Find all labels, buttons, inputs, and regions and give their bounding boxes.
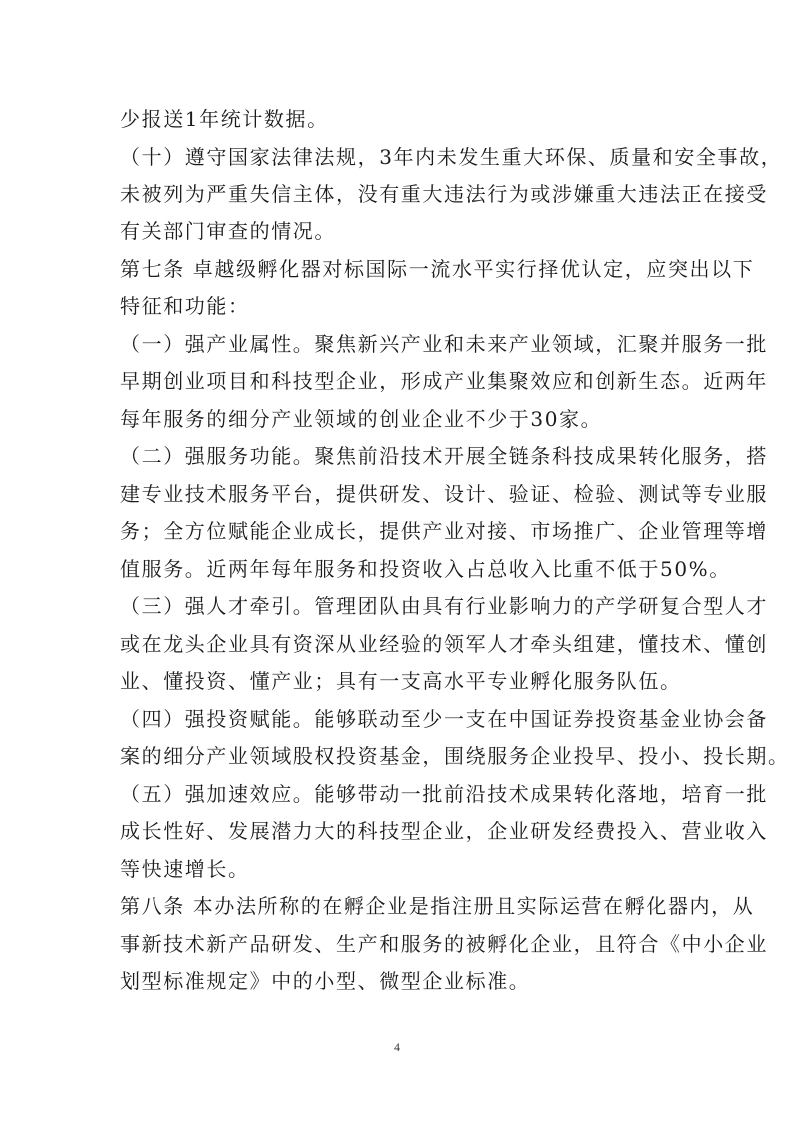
text-line: 少报送1年统计数据。 [120, 107, 329, 131]
text-line: 值服务。近两年每年服务和投资收入占总收入比重不低于50%。 [120, 557, 731, 581]
item-2-line: （二）强服务功能。聚焦前沿技术开展全链条科技成果转化服务，搭 [120, 444, 768, 468]
text-line: 等快速增长。 [120, 857, 250, 881]
article-7-heading-line: 第七条 卓越级孵化器对标国际一流水平实行择优认定，应突出以下 [120, 257, 755, 281]
item-5-line: （五）强加速效应。能够带动一批前沿技术成果转化落地，培育一批 [120, 782, 768, 806]
item-3-line: （三）强人才牵引。管理团队由具有行业影响力的产学研复合型人才 [120, 594, 768, 618]
item-1-line: （一）强产业属性。聚焦新兴产业和未来产业领域，汇聚并服务一批 [120, 332, 768, 356]
item-4-line: （四）强投资赋能。能够联动至少一支在中国证券投资基金业协会备 [120, 707, 768, 731]
text-line: 早期创业项目和科技型企业，形成产业集聚效应和创新生态。近两年 [120, 369, 768, 393]
clause-10-line: （十）遵守国家法律法规，3年内未发生重大环保、质量和安全事故， [120, 145, 783, 169]
text-line: 有关部门审查的情况。 [120, 219, 336, 243]
text-line: 案的细分产业领域股权投资基金，围绕服务企业投早、投小、投长期。 [120, 744, 790, 768]
text-line: 事新技术新产品研发、生产和服务的被孵化企业，且符合《中小企业 [120, 932, 768, 956]
article-8-heading-line: 第八条 本办法所称的在孵企业是指注册且实际运营在孵化器内，从 [120, 894, 755, 918]
page-number: 4 [394, 1040, 400, 1054]
text-line: 或在龙头企业具有资深从业经验的领军人才牵头组建，懂技术、懂创 [120, 632, 768, 656]
text-line: 建专业技术服务平台，提供研发、设计、验证、检验、测试等专业服 [120, 482, 768, 506]
text-line: 成长性好、发展潜力大的科技型企业，企业研发经费投入、营业收入 [120, 819, 768, 843]
text-line: 业、懂投资、懂产业；具有一支高水平专业孵化服务队伍。 [120, 669, 682, 693]
text-line: 特征和功能： [120, 294, 250, 318]
text-line: 务；全方位赋能企业成长，提供产业对接、市场推广、企业管理等增 [120, 519, 768, 543]
text-line: 每年服务的细分产业领域的创业企业不少于30家。 [120, 407, 603, 431]
text-line: 未被列为严重失信主体，没有重大违法行为或涉嫌重大违法正在接受 [120, 182, 768, 206]
text-line: 划型标准规定》中的小型、微型企业标准。 [120, 969, 531, 993]
